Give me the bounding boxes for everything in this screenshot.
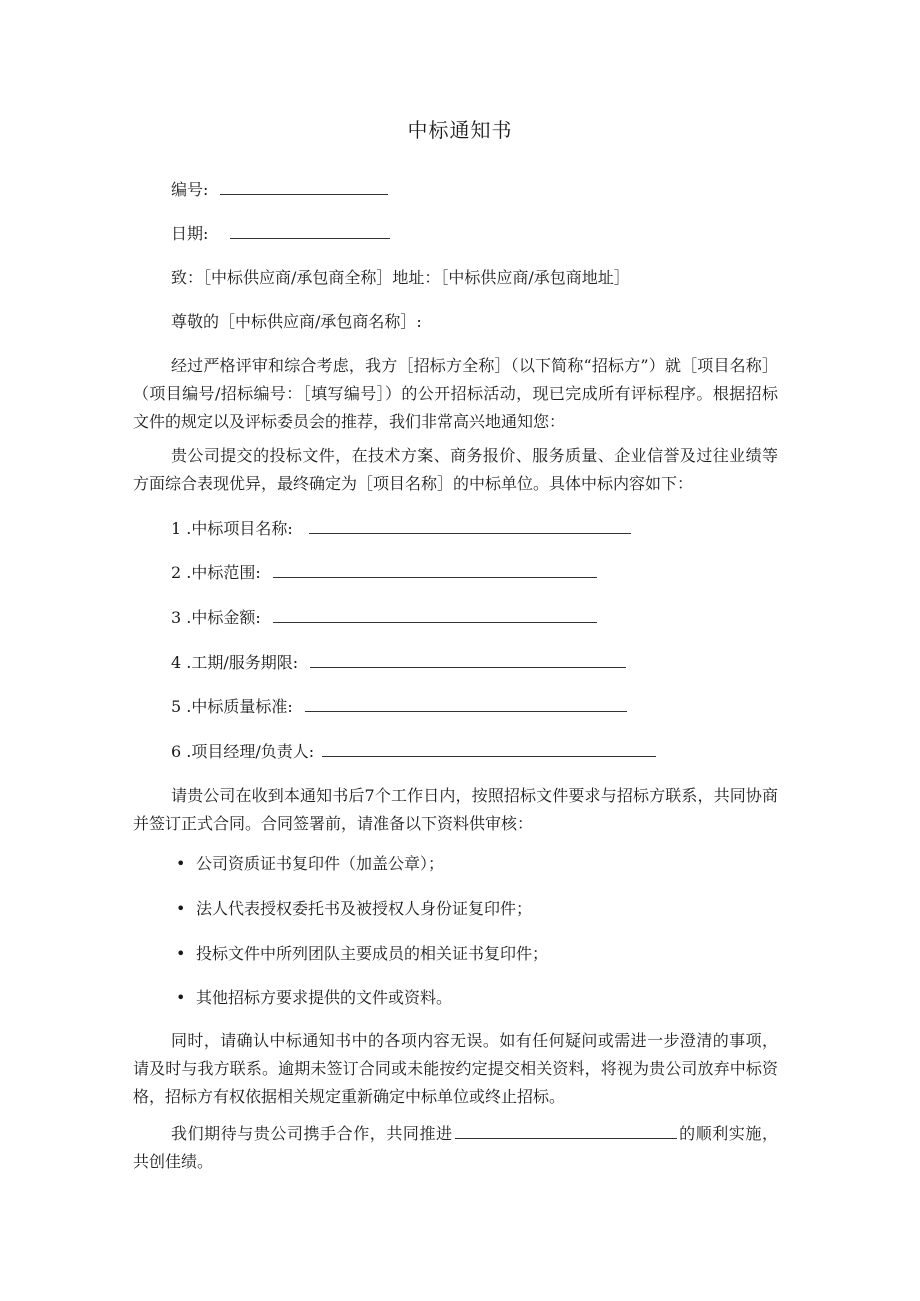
date-label: 日期: — [171, 224, 209, 243]
bullet-icon: • — [176, 854, 186, 873]
item-1 — [171, 515, 631, 543]
closing-text-end: 的顺利实施，共创佳绩。 — [133, 1124, 778, 1171]
number-field — [171, 176, 388, 204]
bullet-text: 投标文件中所列团队主要成员的相关证书复印件； — [196, 944, 549, 963]
item-3-blank — [273, 606, 597, 623]
item-6-label: 6 .项目经理/负责人: — [171, 742, 315, 761]
item-2-label: 2 .中标范围: — [171, 563, 261, 582]
number-label: 编号: — [171, 180, 209, 199]
item-5-blank — [305, 695, 627, 712]
item-4-label: 4 .工期/服务期限: — [171, 653, 299, 672]
paragraph-5 — [133, 1120, 778, 1176]
paragraph-2: 贵公司提交的投标文件，在技术方案、商务报价、服务质量、企业信誉及过往业绩等方面综合表现优异，最终确定为［项目名称］的中标单位。具体中标内容如下： — [133, 446, 778, 493]
item-1-label: 1 .中标项目名称: — [171, 519, 293, 538]
item-4-blank — [310, 651, 626, 668]
project-blank — [455, 1122, 677, 1139]
bullet-text: 公司资质证书复印件（加盖公章）； — [196, 854, 445, 873]
number-blank — [220, 178, 388, 195]
item-1-blank — [309, 517, 631, 534]
bullet-icon: • — [176, 944, 186, 963]
bullet-icon: • — [176, 899, 186, 918]
item-6-blank — [322, 740, 656, 757]
item-2-blank — [273, 561, 597, 578]
closing-text-start: 我们期待与贵公司携手合作，共同推进 — [171, 1124, 453, 1143]
bullet-item-2 — [176, 895, 532, 923]
item-3-label: 3 .中标金额: — [171, 608, 261, 627]
bullet-item-4 — [176, 984, 452, 1012]
item-2 — [171, 559, 597, 587]
bullet-text: 其他招标方要求提供的文件或资料。 — [196, 988, 453, 1007]
paragraph-4: 同时，请确认中标通知书中的各项内容无误。如有任何疑问或需进一步澄清的事项，请及时与我方联系。逾期未签订合同或未能按约定提交相关资料，将视为贵公司放弃中标资格，招标方有权依据相关规定重新确定中标单位或终止招标。 — [133, 1031, 778, 1106]
paragraph-1: 经过严格评审和综合考虑，我方［招标方全称］（以下简称“招标方”）就［项目名称］（项目编号/招标编号：［填写编号］）的公开招标活动，现已完成所有评标程序。根据招标文件的规定以及评标委员会的推荐，我们非常高兴地通知您： — [133, 356, 778, 431]
bullet-item-3 — [176, 940, 548, 968]
paragraph-3: 请贵公司在收到本通知书后7个工作日内，按照招标文件要求与招标方联系，共同协商并签订正式合同。合同签署前，请准备以下资料供审核： — [133, 786, 778, 833]
salutation: 尊敬的［中标供应商/承包商名称］: — [171, 312, 422, 331]
item-5 — [171, 693, 627, 721]
item-4 — [171, 649, 626, 677]
recipient-line: 致：［中标供应商/承包商全称］地址：［中标供应商/承包商地址］ — [171, 268, 630, 287]
item-5-label: 5 .中标质量标准: — [171, 697, 293, 716]
bullet-item-1 — [176, 850, 444, 878]
date-field — [171, 220, 390, 248]
date-blank — [230, 222, 390, 239]
bullet-icon: • — [176, 988, 186, 1007]
bullet-text: 法人代表授权委托书及被授权人身份证复印件； — [196, 899, 533, 918]
item-3 — [171, 604, 597, 632]
item-6 — [171, 738, 656, 766]
page-title: 中标通知书 — [407, 118, 513, 142]
